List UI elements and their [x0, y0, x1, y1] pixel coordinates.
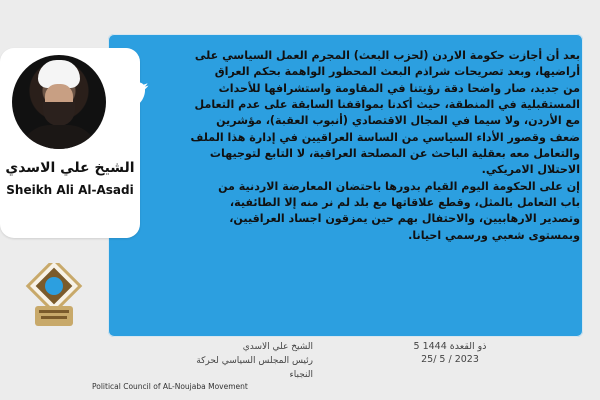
date-block: [390, 340, 510, 366]
robe-shape: [20, 125, 98, 149]
hijri-date: 5 ذو القعدة 1444: [413, 341, 487, 352]
al-noujaba-logo-icon: [23, 263, 85, 331]
signature-block: [193, 340, 313, 382]
profile-name-en: Sheikh Ali Al-Asadi: [6, 183, 134, 197]
signature-name-ar: الشيخ علي الاسدي: [242, 342, 313, 352]
gregorian-date: 25/ 5 / 2023: [421, 354, 479, 365]
tweet-text: بعد أن أجازت حكومة الاردن (لحزب البعث) المجرم العمل السياسي على أراضيها، وبعد تصريحات شراذم البعث المحظور الواهمة بحكم العراق من جديد، صار واضحا دقة رؤيتنا في المقاومة واستشرافها للأحداث المستقبلية في المنطقة، حيث أكدنا بمواقفنا السابقة على عدم التعامل مع الأردن، ولا سيما في المجال الاقتصادي (أنبوب العقبة)، مؤشرين ضعف وقصور الأداء السياسي من الساسة العراقيين في إدارة هذا الملف والتعامل معه بعقلية الباحث عن المصلحة العراقية، لا التابع لتوجيهات الاحتلال الامريكي. إن على الحكومة اليوم القيام بدورها باحتضان المعارضة الاردنية من باب التعامل بالمثل، وقطع علاقاتها مع بلد لم نر منه إلا الطائفية، وتصدير الارهابيين، والاحتفال بهم حين يمزقون اجساد العراقيين، وبمستوى شعبي ورسمي احيانا.: [190, 49, 580, 242]
avatar: [12, 55, 106, 149]
signature-title-ar: رئيس المجلس السياسي لحركة النجباء: [196, 356, 313, 380]
beard-shape: [43, 102, 75, 126]
organization-footer: Political Council of AL-Noujaba Movement: [92, 382, 248, 391]
profile-name-ar: الشيخ علي الاسدي: [5, 160, 135, 176]
